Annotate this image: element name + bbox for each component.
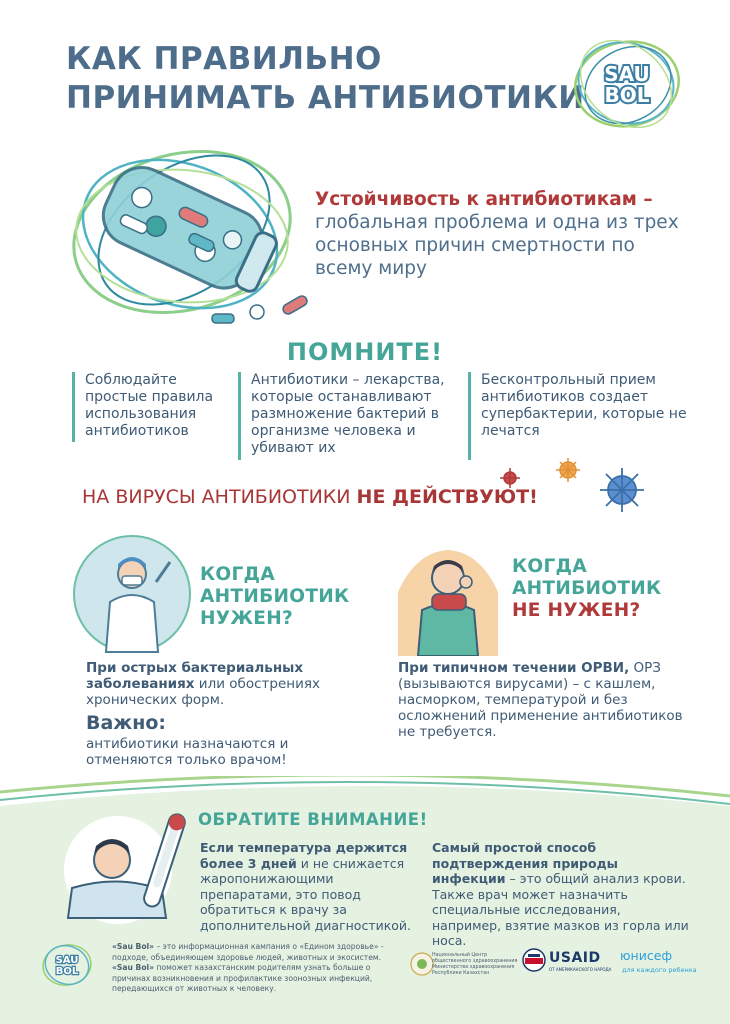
sick-child-thermometer-illustration	[62, 808, 192, 926]
attention-col1-text: и не снижается жаропонижающими препаратами, это повод обратиться к врачу за дополнительной диагностикой.	[200, 855, 412, 933]
virus-warning-text: НА ВИРУСЫ АНТИБИОТИКИ	[82, 486, 357, 508]
usaid-wordmark: USAID	[549, 950, 601, 966]
not-needed-text: ОРЗ (вызываются вирусами) – с кашлем, насморком, температурой и без осложнений применение антибиотиков не требуется.	[398, 660, 683, 740]
footer-logo-text-sau: SAU	[55, 955, 79, 966]
page-title	[66, 40, 586, 118]
not-needed-heading-line-2: АНТИБИОТИК	[512, 578, 662, 599]
unicef-wordmark: юнисеф	[620, 948, 673, 963]
title-line-1: КАК ПРАВИЛЬНО	[66, 41, 382, 77]
antibiotic-not-needed-heading	[512, 556, 692, 622]
footer-text-1: – это информационная кампания о «Едином здоровье» - подходе, объединяющем здоровье людей, животных и экосистем.	[112, 942, 384, 962]
not-needed-bold: При типичном течении ОРВИ,	[398, 660, 630, 676]
footer-text-2: поможет казахстанским родителям узнать больше о причинах возникновения и профилактике зоонозных инфекций, передающихся от животных к человеку.	[112, 963, 373, 993]
not-needed-heading-line-1: КОГДА	[512, 556, 587, 577]
virus-warning	[82, 486, 538, 508]
pill-jar-illustration	[62, 132, 312, 342]
resistance-text: глобальная проблема и одна из трех основных причин смертности по всему миру	[315, 212, 679, 279]
needed-text: или обострениях хронических форм.	[86, 676, 320, 708]
not-needed-description	[398, 660, 688, 740]
footer-saubol-logo	[40, 938, 94, 992]
footer-description	[112, 942, 402, 995]
virus-icon	[490, 456, 650, 516]
remember-column-1: Соблюдайте простые правила использования антибиотиков	[72, 372, 232, 442]
important-label: Важно:	[86, 712, 166, 734]
not-needed-heading-line-3: НЕ НУЖЕН?	[512, 600, 641, 621]
virus-warning-bold: НЕ ДЕЙСТВУЮТ!	[356, 486, 538, 508]
attention-heading: ОБРАТИТЕ ВНИМАНИЕ!	[198, 810, 428, 829]
remember-column-2: Антибиотики – лекарства, которые останавливают размножение бактерий в организме человека и убивают их	[238, 372, 460, 460]
needed-heading-line-2: АНТИБИОТИК	[200, 586, 350, 607]
needed-heading-line-1: КОГДА	[200, 564, 275, 585]
unicef-tagline: для каждого ребенка	[622, 966, 697, 974]
attention-col1-bold: Если температура держится более 3 дней	[200, 840, 408, 871]
needed-description	[86, 660, 376, 708]
logo-text-sau: SAU	[604, 62, 650, 86]
antibiotic-needed-heading	[200, 564, 380, 630]
remember-column-3: Бесконтрольный прием антибиотиков создает супербактерии, которые не лечатся	[468, 372, 690, 460]
needed-heading-line-3: НУЖЕН?	[200, 608, 294, 629]
attention-column-2	[432, 840, 692, 949]
attention-col2-bold: Самый простой способ подтверждения природы инфекции	[432, 840, 618, 886]
footer-logo-text-bol: BOL	[55, 966, 79, 977]
title-line-2: ПРИНИМАТЬ АНТИБИОТИКИ	[66, 80, 585, 116]
doctor-illustration	[70, 532, 194, 656]
saubol-logo	[568, 34, 686, 134]
important-text: антибиотики назначаются и отменяются только врачом!	[86, 736, 289, 768]
resistance-highlight: Устойчивость к антибиотикам –	[315, 189, 653, 210]
sick-man-illustration	[396, 532, 500, 656]
attention-col2-text: – это общий анализ крови. Также врач может назначить специальные исследования, например, взятие мазков из горла или носа.	[432, 871, 689, 948]
footer-brand-2: «Sau Bol»	[112, 963, 155, 972]
remember-heading: ПОМНИТЕ!	[286, 338, 444, 366]
usaid-tagline: ОТ АМЕРИКАНСКОГО НАРОДА	[549, 967, 612, 972]
ncoz-name: Национальный Центр общественного здравоохранения Министерства здравоохранения Республики Казахстан	[432, 953, 518, 976]
needed-bold: При острых бактериальных заболеваниях	[86, 660, 304, 692]
resistance-statement	[315, 188, 685, 280]
footer-brand-1: «Sau Bol»	[112, 942, 155, 951]
logo-text-bol: BOL	[604, 83, 650, 107]
attention-column-1	[200, 840, 420, 933]
